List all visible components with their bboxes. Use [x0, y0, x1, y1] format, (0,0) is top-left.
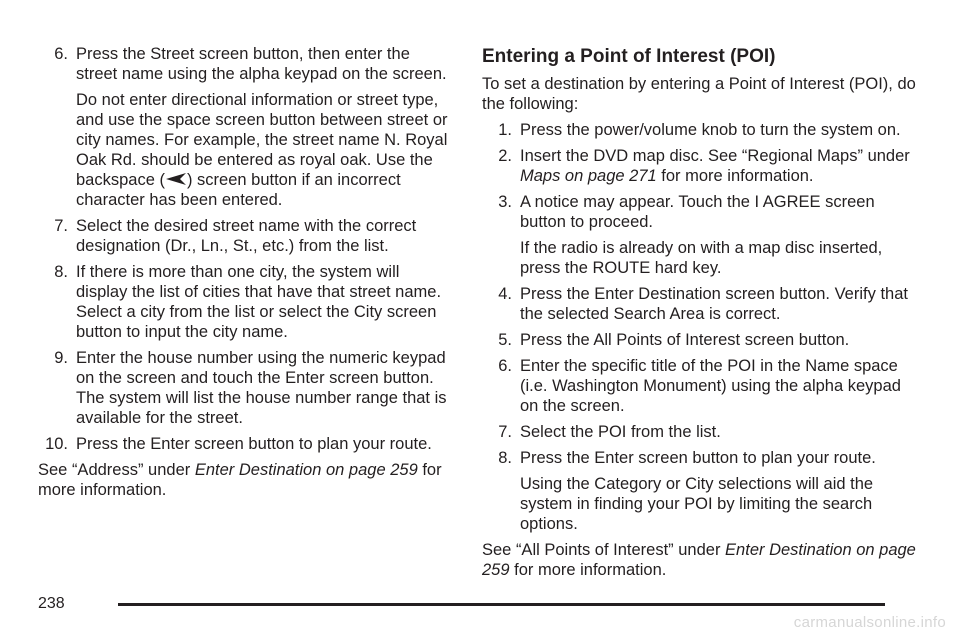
step-number: 6. [54, 45, 68, 63]
see-suffix: for more information. [38, 461, 442, 499]
step-text [520, 146, 922, 186]
intro-paragraph: To set a destination by entering a Point of Interest (POI), do the following: [482, 75, 916, 113]
cross-reference: Maps on page 271 [520, 167, 657, 185]
section-heading: Entering a Point of Interest (POI) [482, 46, 776, 67]
left-column [38, 44, 450, 506]
step-number: 8. [54, 263, 68, 281]
page-number: 238 [38, 595, 65, 612]
cross-reference: Enter Destination on page 259 [482, 541, 916, 579]
step-text: Enter the specific title of the POI in the Name space (i.e. Washington Monument) using the alpha keypad on the screen. [520, 357, 901, 415]
step-number: 10. [45, 435, 68, 453]
poi-step-5 [482, 330, 922, 350]
see-also [482, 540, 922, 580]
step-9 [38, 348, 450, 428]
see-prefix: See “All Points of Interest” under [482, 541, 726, 559]
step-text: Press the Enter screen button to plan your route. [520, 449, 876, 467]
poi-step-8 [482, 448, 922, 534]
cross-reference: Enter Destination on page 259 [194, 461, 418, 479]
note-text-after: ) screen button if an incorrect character has been entered. [76, 171, 401, 209]
step-number: 9. [54, 349, 68, 367]
step-text: Press the power/volume knob to turn the system on. [520, 121, 901, 139]
step-text: If there is more than one city, the system will display the list of cities that have that street name. Select a city from the list or select the City screen button to input the city name. [76, 263, 442, 341]
step-text: Select the POI from the list. [520, 423, 721, 441]
poi-step-4 [482, 284, 922, 324]
step-6-note [38, 90, 450, 210]
step-7 [38, 216, 450, 256]
step-text-before: Insert the DVD map disc. See “Regional Maps” under [520, 147, 910, 165]
step-text: Press the Enter screen button to plan your route. [76, 435, 432, 453]
see-suffix: for more information. [509, 561, 667, 579]
step-number: 8. [498, 449, 512, 467]
step-number: 5. [498, 331, 512, 349]
right-column [482, 46, 922, 586]
poi-step-1 [482, 120, 922, 140]
step-number: 2. [498, 147, 512, 165]
step-10 [38, 434, 450, 454]
see-also [38, 460, 450, 500]
step-note: If the radio is already on with a map disc inserted, press the ROUTE hard key. [520, 239, 883, 277]
poi-step-3 [482, 192, 922, 278]
step-number: 4. [498, 285, 512, 303]
note-text-before: Do not enter directional information or street type, and use the space screen button between street or city names. For example, the street name N. Royal Oak Rd. should be entered as royal oak. Use the backspace ( [76, 91, 448, 189]
step-number: 1. [498, 121, 512, 139]
backspace-arrow-icon [165, 172, 187, 186]
step-text: Press the Street screen button, then enter the street name using the alpha keypad on the screen. [76, 45, 447, 83]
step-6 [38, 44, 450, 84]
step-text: Enter the house number using the numeric keypad on the screen and touch the Enter screen button. The system will list the house number range that is available for the street. [76, 349, 447, 427]
see-prefix: See “Address” under [38, 461, 195, 479]
poi-step-2 [482, 146, 922, 186]
step-number: 7. [498, 423, 512, 441]
step-number: 7. [54, 217, 68, 235]
step-note: Using the Category or City selections will aid the system in finding your POI by limiting the search options. [520, 475, 874, 533]
step-text-after: for more information. [656, 167, 814, 185]
step-number: 6. [498, 357, 512, 375]
poi-step-7 [482, 422, 922, 442]
watermark: carmanualsonline.info [793, 614, 946, 631]
step-text: A notice may appear. Touch the I AGREE screen button to proceed. [520, 193, 875, 231]
step-text: Select the desired street name with the correct designation (Dr., Ln., St., etc.) from the list. [76, 217, 417, 255]
step-number: 3. [498, 193, 512, 211]
step-text: Press the Enter Destination screen button. Verify that the selected Search Area is correct. [520, 285, 908, 323]
step-8 [38, 262, 450, 342]
step-text: Press the All Points of Interest screen button. [520, 331, 850, 349]
poi-step-6 [482, 356, 922, 416]
footer-rule [118, 603, 885, 606]
